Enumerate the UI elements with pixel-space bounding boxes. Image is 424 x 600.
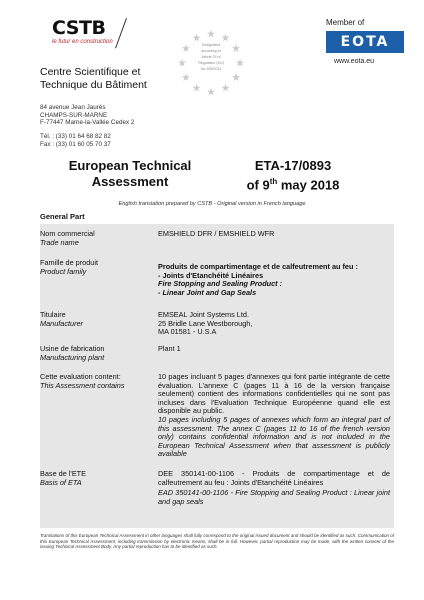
label-fr: Cette evaluation content:: [40, 372, 121, 381]
value-en-line: Fire Stopping and Sealing Product :: [158, 279, 283, 289]
organization-name: Centre Scientifique et Technique du Bâtiment: [40, 66, 147, 91]
row-label: [40, 259, 148, 276]
label-fr: Base de l'ETE: [40, 469, 87, 478]
row-value: EMSHIELD DFR / EMSHIELD WFR: [158, 229, 275, 238]
seal-text: [188, 42, 234, 72]
label-en: Manufacturing plant: [40, 352, 105, 362]
star-icon: [232, 73, 240, 81]
document-title: European Technical Assessment: [68, 158, 192, 189]
star-icon: [222, 84, 230, 92]
cstb-logo-tagline: le futur en construction: [52, 39, 113, 45]
label-fr: Nom commercial: [40, 229, 95, 238]
seal-text-line: according to: [201, 49, 221, 53]
address-line: F-77447 Marne-la-Vallée Cedex 2: [40, 119, 135, 127]
row-value: Plant 1: [158, 344, 181, 353]
row-label: [40, 470, 148, 487]
star-icon: [236, 59, 244, 67]
seal-text-line: Article 29 of: [201, 55, 221, 59]
cstb-logo-word: CSTB: [52, 17, 106, 39]
footer-note: Translations of this European Technical Assessment in other languages shall fully correspond to the original issued document and should be identified as such. Communication of this European Technical Assessment, including transmission by electronic means, shall be in full. However, partial reproduction may be made, with the written consent of the issuing Technical Assessment Body. Any partial reproduction has to be identified as such.: [40, 533, 394, 550]
row-label: [40, 311, 148, 328]
star-icon: [182, 73, 190, 81]
eta-reference: [228, 158, 358, 193]
row-value: [158, 373, 390, 459]
general-part-heading: General Part: [40, 212, 85, 221]
value-fr-line: Produits de compartimentage et de calfeutrement au feu :: [158, 262, 358, 271]
seal-text-line: Regulation (EU): [198, 61, 224, 65]
label-en: This Assessment contains: [40, 380, 125, 390]
general-part-table: [40, 224, 394, 528]
cstb-logo: [52, 18, 142, 58]
label-en: Product family: [40, 266, 87, 276]
row-value: [158, 263, 390, 297]
organization-contact: [40, 133, 111, 148]
eta-date-pre: of 9: [246, 177, 270, 193]
label-en: Trade name: [40, 237, 79, 247]
eota-logo: EOTA: [326, 31, 404, 53]
eta-date-sup: th: [269, 177, 278, 186]
row-value: [158, 470, 390, 506]
row-label: [40, 345, 148, 362]
eta-number: ETA-17/0893: [254, 158, 332, 173]
value-fr: 10 pages incluant 5 pages d'annexes qui font partie intégrante de cette évaluation. L'annexe C (pages 11 à 16 de la version française seulement) contient des informations confidentielles qui ne sont pas incluses dans l'Evaluation Technique Européenne quand elle est disponible au public.: [158, 372, 390, 416]
star-icon: [207, 30, 215, 38]
eta-date-post: may 2018: [277, 177, 340, 193]
value-fr: DEE 350141-00-1106 - Produits de compartimentage et de calfeutrement au feu : Joints d'Etanchéité Linéaires: [158, 469, 390, 487]
label-fr: Usine de fabrication: [40, 344, 105, 353]
value-fr-line: - Joints d'Etanchéité Linéaires: [158, 270, 264, 280]
eota-url-link[interactable]: www.eota.eu: [334, 58, 375, 65]
holder-line: MA 01581 - U.S.A: [158, 327, 217, 337]
label-en: Manufacturer: [40, 318, 83, 328]
star-icon: [222, 34, 230, 42]
fax-number: Fax : (33) 01 60 05 70 37: [40, 140, 111, 148]
label-fr: Famille de produit: [40, 258, 98, 267]
value-en: 10 pages including 5 pages of annexes which form an integral part of this assessment. The annex C (pages 11 to 16 of the french version only) contains confidential information and is not included in the European Technical Assessment when that assessment is publicly available: [158, 414, 390, 459]
star-icon: [178, 59, 186, 67]
label-en: Basis of ETA: [40, 477, 82, 487]
organization-address: [40, 104, 134, 127]
address-line: CHAMPS-SUR-MARNE: [40, 111, 108, 119]
address-line: 84 avenue Jean Jaurès: [40, 104, 106, 111]
holder-line: 25 Bridle Lane Westborough,: [158, 318, 253, 328]
star-icon: [193, 84, 201, 92]
value-en: EAD 350141-00-1106 - Fire Stopping and Sealing Product : Linear joint and gap seals: [158, 488, 390, 506]
star-icon: [193, 34, 201, 42]
row-label: [40, 230, 148, 247]
value-en-line: - Linear Joint and Gap Seals: [158, 287, 257, 297]
phone-number: Tél. : (33) 01 64 68 82 82: [40, 133, 111, 140]
eta-date: [228, 174, 358, 193]
member-of-label: Member of: [326, 18, 365, 27]
translation-note: English translation prepared by CSTB - Original version in French language: [118, 201, 306, 207]
holder-line: EMSEAL Joint Systems Ltd.: [158, 310, 249, 319]
eu-stars-seal: [176, 28, 246, 98]
seal-text-line: No 305/2011: [200, 67, 222, 71]
row-value: [158, 311, 390, 337]
label-fr: Titulaire: [40, 310, 66, 319]
star-icon: [207, 88, 215, 96]
row-label: [40, 373, 148, 390]
seal-text-line: Designated: [201, 43, 221, 47]
